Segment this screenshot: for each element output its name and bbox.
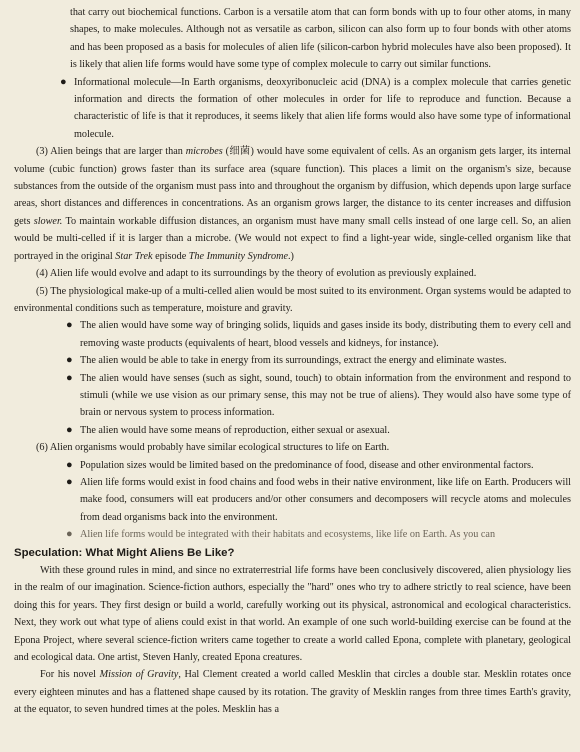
bullet-5-1 <box>60 317 571 352</box>
bullet-icon: ● <box>66 423 73 436</box>
point-3-immunity-syndrome: The Immunity Syndrome <box>188 250 288 262</box>
bullet-continued-text: that carry out biochemical functions. Carbon is a versatile atom that can form bonds with up to four other atoms, in many shapes, to make molecules. Although not as versatile as carbon, silicon can also form up to four bonds with other atoms and has been proposed as a basis for molecules of alien life (silicon-carbon hybrid molecules have also been proposed). It is likely that alien life forms would have some type of complex molecule to carry out similar functions. <box>70 7 571 71</box>
bullet-text: The alien would have senses (such as sight, sound, touch) to obtain information from the environment and respond to stimuli (while we use vision as our primary sense, this may not be true of aliens). They would also have some type of brain or nervous system to process information. <box>80 372 571 419</box>
section-heading: Speculation: What Might Aliens Be Like? <box>14 546 235 559</box>
bullet-6-3 <box>60 526 571 543</box>
bullet-text: The alien would have some way of bringing solids, liquids and gases inside its body, distributing them to every cell and removing waste products (equivalents of heart, blood vessels and kidneys, for instance). <box>80 320 571 349</box>
point-5: (5) The physiological make-up of a multi-celled alien would be most suited to its environment. Organ systems would be adapted to environmental conditions such as temperature, moisture and gravity. <box>14 285 571 314</box>
point-3-slower: slower. <box>33 215 63 227</box>
bullet-informational-molecule <box>54 74 571 144</box>
bullet-6-2 <box>60 474 571 526</box>
bullet-text: Alien life forms would be integrated with their habitats and ecosystems, like life on Earth. As you can <box>80 529 496 541</box>
point-6: (6) Alien organisms would probably have similar ecological structures to life on Earth. <box>36 442 390 454</box>
bullet-icon: ● <box>66 319 73 332</box>
bullet-text: Alien life forms would exist in food chains and food webs in their native environment, like life on Earth. Producers will make food, consumers will eat producers and/or other consumers and decomposers will recycle atoms and molecules from dead organisms back into the environment. <box>80 476 571 523</box>
point-3-chinese-gloss: (细菌) <box>222 146 257 158</box>
point-3-text-a: (3) Alien beings that are larger than <box>36 146 186 158</box>
point-3-text-d: episode <box>152 250 189 262</box>
paragraph-2-book-title: Mission of Gravity <box>99 669 179 681</box>
point-3 <box>14 143 571 265</box>
bullet-5-2 <box>60 352 571 369</box>
paragraph-2 <box>14 666 571 718</box>
point-4: (4) Alien life would evolve and adapt to its surroundings by the theory of evolution as previously explained. <box>36 268 477 280</box>
paragraph-2-text-a: For his novel <box>40 669 100 681</box>
point-3-text-e: .) <box>287 250 294 262</box>
point-3-text-c: To maintain workable diffusion distances, an organism must have many small cells instead of one large cell. So, an alien would be multi-celled if it is larger than a microbe. (We would not expect to find a light-year wide, single-celled organism like that portrayed in the original <box>14 215 571 262</box>
bullet-icon: ● <box>60 75 67 88</box>
bullet-icon: ● <box>66 528 73 541</box>
bullet-6-1 <box>60 457 571 474</box>
paragraph-1: With these ground rules in mind, and since no extraterrestrial life forms have been conclusively discovered, alien physiology lies in the realm of our imagination. Science-fiction authors, especially the "hard" ones who try to adhere strictly to real science, have been doing this for years. They first design or build a world, carefully working out its physical, astronomical and ecological characteristics. Next, they work out what type of aliens could exist in that world. An example of one such world-building exercise can be found at the Epona Project, where several science-fiction writers came together to create a world called Epona, complete with planetary, geological and ecological data. One artist, Steven Hanly, created Epona creatures. <box>14 565 571 664</box>
bullet-text: Informational molecule—In Earth organisms, deoxyribonucleic acid (DNA) is a complex molecule that carries genetic information and directs the formation of other molecules in order for life to reproduce and function. Because a characteristic of life is that it reproduces, it seems likely that alien life forms would also have some type of informational molecule. <box>74 76 571 140</box>
bullet-icon: ● <box>66 354 73 367</box>
bullet-text: The alien would be able to take in energy from its surroundings, extract the energy and eliminate wastes. <box>80 355 507 367</box>
bullet-text: The alien would have some means of reproduction, either sexual or asexual. <box>80 424 390 436</box>
point-3-text-b: would have some equivalent of cells. As an organism gets larger, its internal volume (cubic function) grows faster than its surface area (square function). This places a limit on the organism's size, because substances from the outside of the organism must pass into and throughout the organism by diffusion, which depends upon large surface areas, short distances and differences in concentrations. As an organism grows larger, the distance to its center increases and diffusion gets <box>14 146 571 227</box>
bullet-text: Population sizes would be limited based on the predominance of food, disease and other environmental factors. <box>80 459 534 471</box>
bullet-icon: ● <box>66 371 73 384</box>
bullet-5-4 <box>60 422 571 439</box>
bullet-5-3 <box>60 370 571 422</box>
bullet-icon: ● <box>66 475 73 488</box>
bullet-icon: ● <box>66 458 73 471</box>
point-3-star-trek: Star Trek <box>115 250 153 262</box>
point-3-microbes: microbes <box>185 146 223 158</box>
paragraph-2-text-b: , Hal Clement created a world called Mesklin that circles a double star. Mesklin rotates once every eighteen minutes and has a flattened shape caused by its rotation. The gravity of Mesklin ranges from three times Earth's gravity, at the equator, to seven hundred times at the poles. Mesklin has a <box>14 669 571 716</box>
